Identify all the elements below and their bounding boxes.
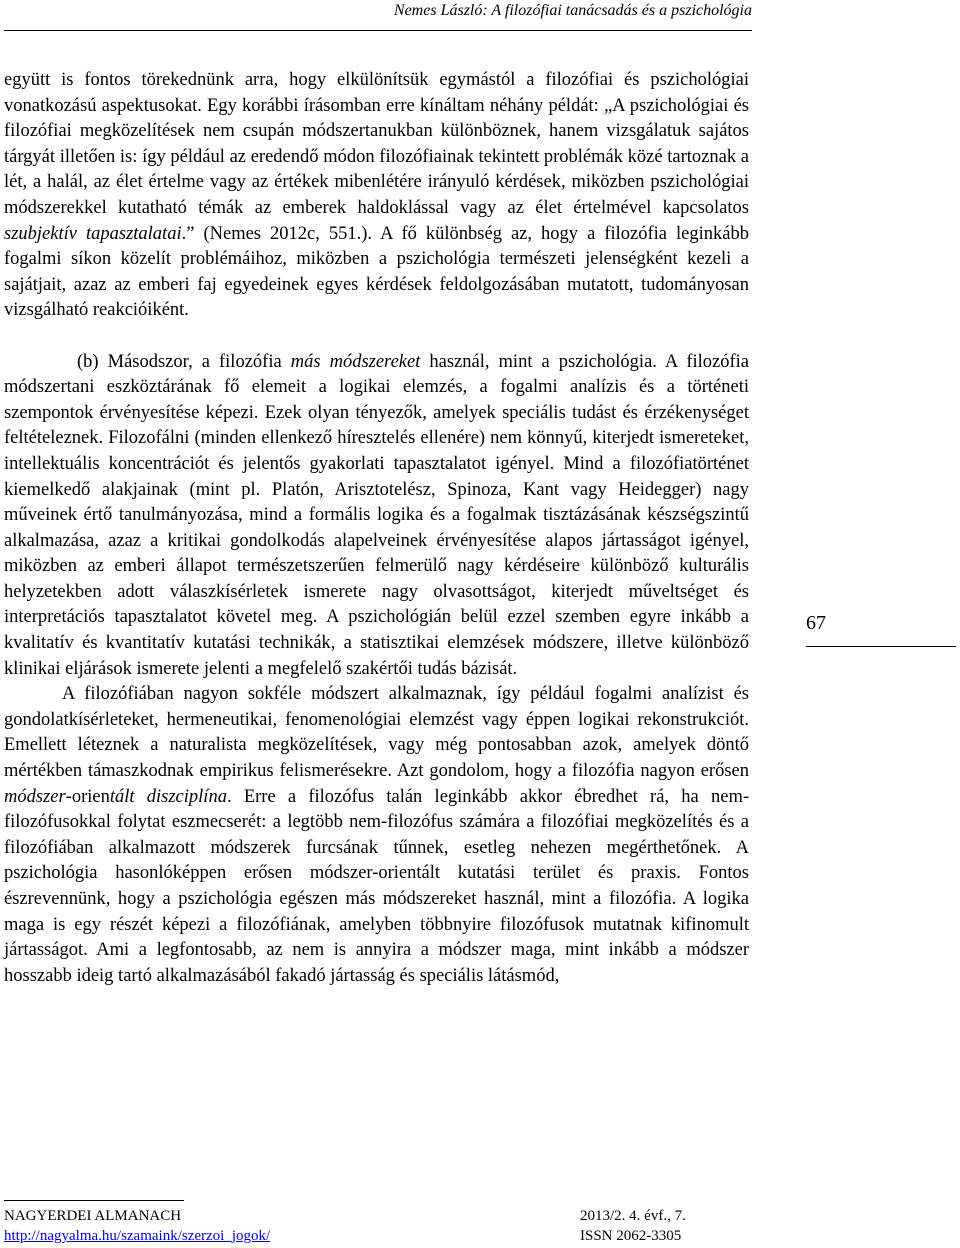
emphasis-method: módszer — [4, 786, 66, 807]
paragraph-3-text-b: -orien — [65, 786, 110, 807]
footer-copyright-link[interactable]: http://nagyalma.hu/szamaink/szerzoi_jogok/ — [4, 1228, 271, 1244]
header-rule — [4, 30, 752, 31]
footer-rule — [4, 1200, 184, 1201]
emphasis-oriented-discipline: tált diszciplína — [109, 786, 227, 807]
page-number: 67 — [806, 612, 826, 634]
page-number-rule — [806, 646, 956, 647]
running-title: Nemes László: A filozófiai tanácsadás és a pszichológia — [393, 2, 752, 19]
paragraph-2 — [4, 350, 749, 683]
footer-issn: ISSN 2062-3305 — [580, 1228, 682, 1244]
paragraph-3-text-c: . Erre a filozófus talán leginkább akkor ébredhet rá, ha nem-filozófusokkal folytat eszmecserét: a legtöbb nem-filozófus számára a filozófiai megközelítés és a filozófiában alkalmazott módszerek furcsának tűnnek, esetleg nehezen megérthetőnek. A pszichológia hasonlóképpen erősen módszer-orientált kutatási terület és praxis. Fontos észrevennünk, hogy a pszichológia egészen más módszereket használ, mint a filozófia. A logika maga is egy részét képezi a filozófiának, amelyben többnyire filozófusok mutatnak kifinomult jártasságot. Ami a legfontosabb, az nem is annyira a módszer maga, mint inkább a módszer hosszabb ideig tartó alkalmazásából fakadó jártasság és speciális látásmód, — [4, 786, 749, 986]
footer-issue: 2013/2. 4. évf., 7. — [580, 1208, 686, 1224]
emphasis-subjective-experiences: szubjektív tapasztalatai — [4, 223, 182, 244]
footer-left — [4, 1206, 270, 1246]
paragraph-2-text-a: (b) Másodszor, a filozófia — [77, 351, 291, 372]
footer-right — [580, 1206, 686, 1246]
paragraph-1-text-b: .” (Nemes 2012c, 551.). A fő különbség az, hogy a filozófia leginkább fogalmi síkon közelít problémáihoz, miközben a pszichológia természeti jelenségként kezeli a sajátjait, azaz az emberi faj egyedeinek egyes kérdések feldolgozásában mutatott, tudományosan vizsgálható reakcióiként. — [4, 223, 749, 321]
paragraph-2-text-b: használ, mint a pszichológia. A filozófia módszertani eszköztárának fő elemeit a logikai elemzés, a fogalmi analízis és a történeti szempontok érvényesítése képezi. Ezek olyan tényezők, amelyek speciális tudást és érzékenységet feltételeznek. Filozofálni (minden ellenkező híresztelés ellenére) nem könnyű, kiterjedt ismereteket, intellektuális koncentrációt és jelentős gyakorlati tapasztalatot igényel. Mind a filozófiatörténet kiemelkedő alakjainak (mint pl. Platón, Arisztotelész, Spinoza, Kant vagy Heidegger) nagy műveinek értő tanulmányozása, mind a formális logika és a fogalmak tisztázásának készségszintű alkalmazása, azaz a kritikai gondolkodás alapelveinek érvényesítése alapos jártasságot igényel, miközben az emberi állapot természetszerűen felmerülő nagy kérdéseire különböző kulturális helyzetekben adott válaszkísérletek ismerete nagy olvasottságot, kiterjedt műveltséget és interpretációs tapasztalatot követel meg. A pszichológián belül ezzel szemben egyre inkább a kvalitatív és kvantitatív kutatási technikák, a statisztikai elemzések módszere, illetve különböző klinikai eljárások ismerete jelenti a megfelelő szakértői tudás bázisát. — [4, 351, 749, 679]
paragraph-3 — [4, 682, 749, 989]
paragraph-3-text-a: A filozófiában nagyon sokféle módszert alkalmaznak, így például fogalmi analízist és gondolatkísérleteket, hermeneutikai, fenomenológiai elemzést vagy éppen logikai rekonstrukciót. Emellett léteznek a naturalista megközelítések, vagy még pontosabban azok, amelyek döntő mértékben támaszkodnak empirikus felismerésekre. Azt gondolom, hogy a filozófia nagyon erősen — [4, 684, 749, 782]
paragraph-1-text-a: együtt is fontos törekednünk arra, hogy elkülönítsük egymástól a filozófiai és pszichológiai vonatkozású aspektusokat. Egy korábbi írásomban erre kínáltam néhány példát: „A pszichológiai és filozófiai megközelítések nem csupán módszertanukban különböznek, hanem vizsgálatuk sajátos tárgyát illetően is: így például az eredendő módon filozófiainak tekintett problémák közé tartoznak a lét, a halál, az élet értelme vagy az értékek mibenlétére irányuló kérdések, miközben pszichológiai módszerekkel kutatható témák az emberek haldoklással vagy az élet értelmével kapcsolatos — [4, 70, 749, 218]
footer-journal-name: NAGYERDEI ALMANACH — [4, 1208, 182, 1224]
paragraph-1 — [4, 68, 749, 324]
emphasis-other-methods: más módszereket — [290, 351, 421, 372]
body-text — [4, 68, 749, 989]
